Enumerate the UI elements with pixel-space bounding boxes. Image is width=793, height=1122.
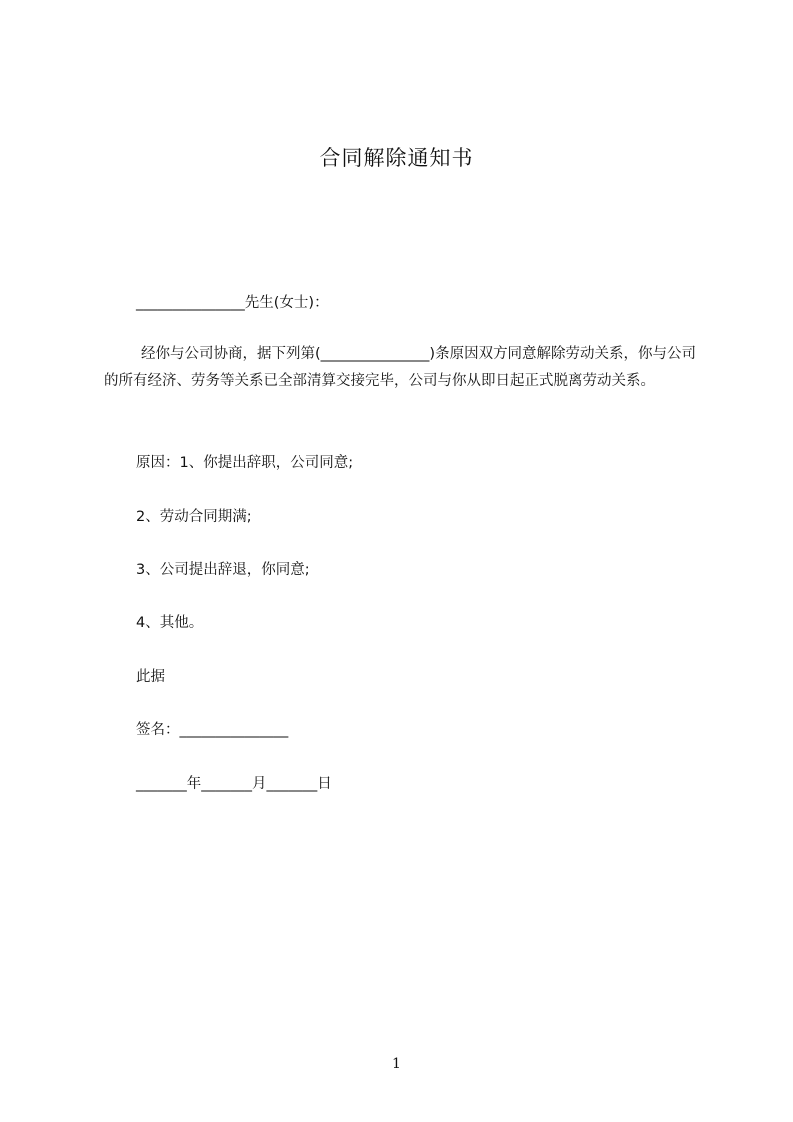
- body-paragraph: [104, 341, 700, 395]
- page-number: 1: [392, 1056, 401, 1072]
- reason-item-3: 3、公司提出辞退，你同意;: [136, 562, 310, 578]
- body-paragraph-text: 经你与公司协商，据下列第(_______________)条原因双方同意解除劳动关系，你与公司的所有经济、劳务等关系已全部清算交接完毕，公司与你从即日起正式脱离劳动关系。: [104, 346, 697, 389]
- reason-item-2: 2、劳动合同期满;: [136, 509, 252, 525]
- signature-line: 签名：_______________: [136, 722, 289, 738]
- reason-item-4: 4、其他。: [136, 615, 204, 631]
- salutation-line: _______________先生(女士)：: [136, 295, 329, 311]
- date-line: _______年_______月_______日: [136, 776, 332, 792]
- reason-item-1: 原因：1、你提出辞职，公司同意;: [136, 455, 354, 471]
- document-title: 合同解除通知书: [319, 146, 474, 170]
- closing-text: 此据: [136, 669, 165, 685]
